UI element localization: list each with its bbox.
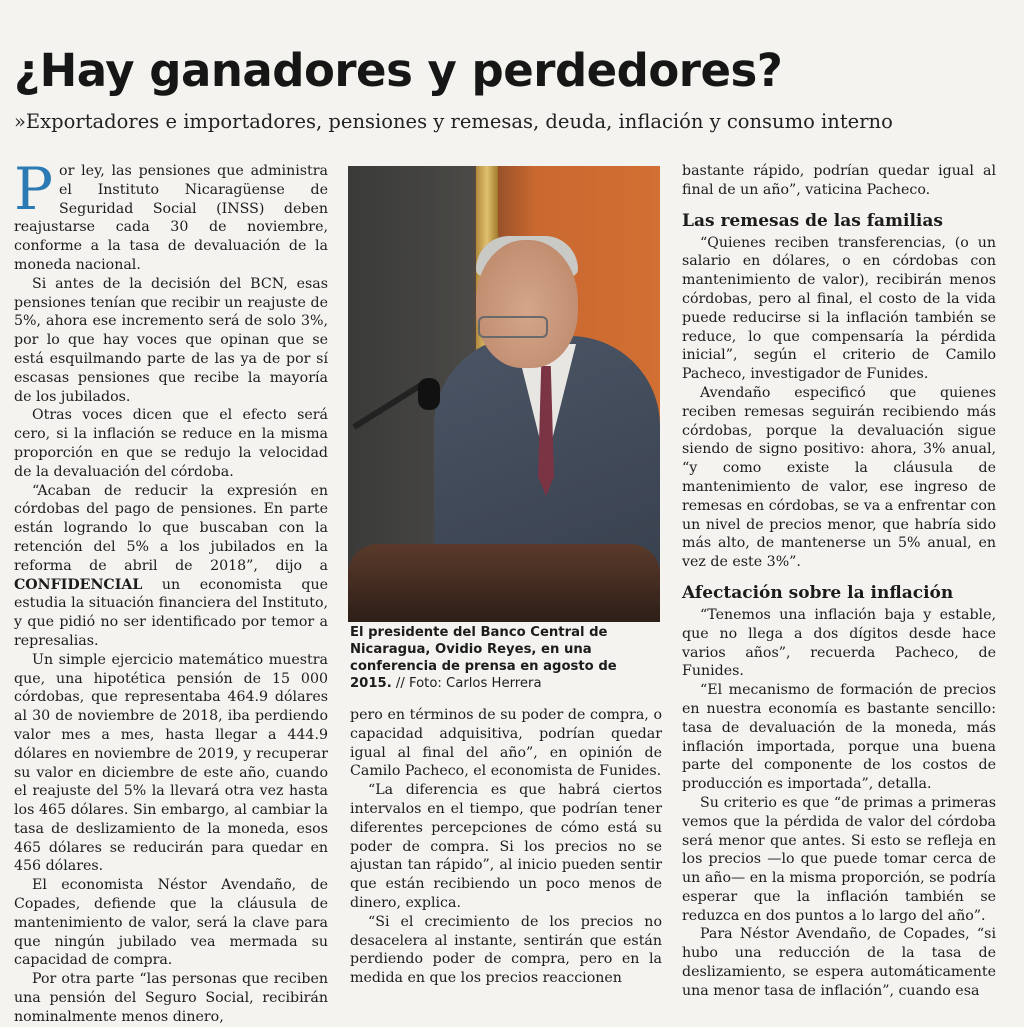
headline: ¿Hay ganadores y perdedores?	[14, 44, 783, 97]
paragraph: Para Néstor Avendaño, de Copades, “si hubo una reducción de la tasa de deslizamiento, se espera automáticamente una menor tasa de inflación”, cuando esa	[682, 926, 996, 999]
paragraph-text: or ley, las pensiones que administra el Instituto Nicaragüense de Seguridad Social (INSS) deben reajustarse cada 30 de noviembre, conforme a la tasa de devaluación de la moneda nacional.	[14, 163, 328, 273]
brand-name: CONFIDENCIAL	[14, 576, 143, 593]
paragraph: bastante rápido, podrían quedar igual al final de un año”, vaticina Pacheco.	[682, 163, 996, 198]
photo-glasses	[478, 316, 548, 338]
drop-cap: P	[14, 155, 54, 223]
paragraph: “Quienes reciben transferencias, (o un salario en dólares, o en córdobas con mantenimiento de valor), recibirán menos córdobas, pero al final, el costo de la vida puede reducirse si la inflación también se reduce, lo que compensaría la pérdida inicial”, según el criterio de Camilo Pacheco, investigador de Funides.	[682, 234, 996, 383]
section-heading: Afectación sobre la inflación	[682, 582, 954, 603]
article-column-3	[682, 162, 996, 1001]
paragraph: El economista Néstor Avendaño, de Copades, defiende que la cláusula de mantenimiento de valor, será la clave para que ningún jubilado vea mermada su capacidad de compra.	[14, 877, 328, 969]
paragraph: Avendaño especificó que quienes reciben remesas seguirán recibiendo más córdobas, porque la devaluación sigue siendo de signo positivo: ahora, 3% anual, “y como existe la cláusula de mantenimiento de valor, ese ingreso de remesas en córdobas, se va a enfrentar con un nivel de precios menor, que habría sido más alto, de mantenerse un 5% anual, en vez de este 3%”.	[682, 384, 996, 571]
paragraph: pero en términos de su poder de compra, o capacidad adquisitiva, podrían quedar igual al final del año”, en opinión de Camilo Pacheco, el economista de Funides.	[350, 707, 662, 780]
paragraph-text: un economista que estudia la situación financiera del Instituto, y que pidió no ser identificado por temor a represalias.	[14, 576, 328, 649]
paragraph: Su criterio es que “de primas a primeras vemos que la pérdida de valor del córdoba será menor que antes. Si esto se refleja en los precios —lo que puede tomar cerca de un año— en la misma proporción, se podría esperar que la inflación también se reduzca en dos puntos a lo largo del año”.	[682, 794, 996, 924]
photo-caption	[350, 624, 662, 692]
paragraph: Un simple ejercicio matemático muestra que, una hipotética pensión de 15 000 córdobas, que representaba 464.9 dólares al 30 de noviembre de 2018, iba perdiendo valor mes a mes, hasta llegar a 444.9 dólares en noviembre de 2019, y recuperar su valor en diciembre de este año, cuando el reajuste del 5% la llevará otra vez hasta los 465 dólares. Sin embargo, al cambiar la tasa de deslizamiento de la moneda, esos 465 dólares se reducirán para quedar en 456 dólares.	[14, 651, 328, 875]
microphone-icon	[418, 378, 440, 410]
paragraph: Por otra parte “las personas que reciben una pensión del Seguro Social, recibirán nominalmente menos dinero,	[14, 971, 328, 1025]
paragraph: Otras voces dicen que el efecto será cero, si la inflación se reduce en la misma proporción en que se redujo la velocidad de la devaluación del córdoba.	[14, 407, 328, 480]
subhead: »Exportadores e importadores, pensiones y remesas, deuda, inflación y consumo interno	[14, 110, 893, 133]
paragraph: “La diferencia es que habrá ciertos intervalos en el tiempo, que podrían tener diferentes percepciones de cómo está su poder de compra. Si los precios no se ajustan tan rápido”, al inicio pueden sentir que están recibiendo un poco menos de dinero, explica.	[350, 782, 662, 911]
article-column-1	[14, 155, 328, 1027]
article-photo	[348, 166, 660, 622]
photo-head	[476, 240, 578, 368]
paragraph	[14, 482, 328, 651]
paragraph: “Tenemos una inflación baja y estable, que no llega a dos dígitos desde hace varios años”, recuerda Pacheco, de Funides.	[682, 606, 996, 680]
section-heading: Las remesas de las familias	[682, 210, 943, 231]
paragraph: “El mecanismo de formación de precios en nuestra economía es bastante sencillo: tasa de devaluación de la moneda, más inflación importada, porque una buena parte del componente de los costos de producción es importada”, detalla.	[682, 682, 996, 793]
paragraph: Si antes de la decisión del BCN, esas pensiones tenían que recibir un reajuste de 5%, ahora ese incremento será de solo 3%, por lo que hay voces que opinan que se está esquilmando parte de las ya de por sí escasas pensiones que recibe la mayoría de los jubilados.	[14, 275, 328, 405]
caption-text: El presidente del Banco Central de Nicaragua, Ovidio Reyes, en una conferencia de prensa en agosto de 2015.	[350, 625, 617, 691]
paragraph-text: “Acaban de reducir la expresión en córdobas del pago de pensiones. En parte están logrando lo que buscaban con la retención del 5% a los jubilados en la reforma de abril de 2018”, dijo a	[14, 482, 328, 574]
photo-podium	[348, 544, 660, 622]
paragraph	[14, 155, 328, 275]
article-column-2	[350, 706, 662, 988]
paragraph: “Si el crecimiento de los precios no desacelera al instante, sentirán que están perdiendo poder de compra, pero en la medida en que los precios reaccionen	[350, 913, 662, 987]
photo-credit: // Foto: Carlos Herrera	[391, 676, 542, 691]
